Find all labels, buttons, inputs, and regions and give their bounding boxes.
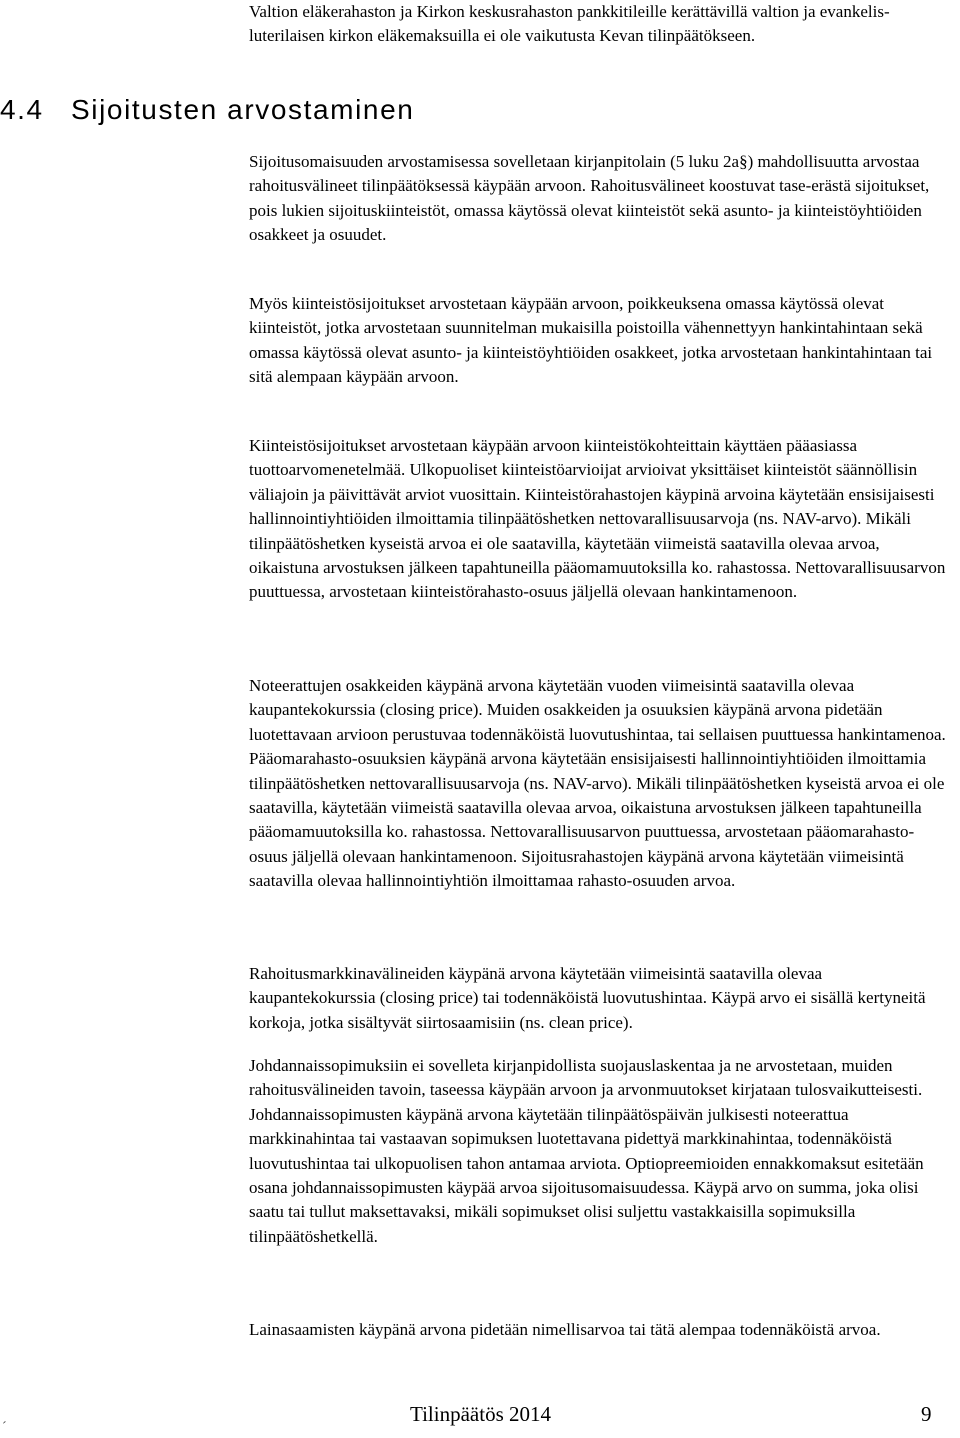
paragraph-7: Lainasaamisten käypänä arvona pidetään nimellisarvoa tai tätä alempaa todennäköistä arvoa.	[249, 1320, 881, 1339]
section-heading	[0, 94, 414, 126]
paragraph-5: Rahoitusmarkkinavälineiden käypänä arvona käytetään viimeisintä saatavilla olevaa kaupantekokurssia (closing price) tai todennäköistä luovutushintaa. Käypä arvo ei sisällä kertyneitä korkoja, jotka sisältyvät siirtosaamisiin (ns. clean price).	[249, 964, 926, 1032]
section-title: Sijoitusten arvostaminen	[71, 94, 415, 125]
paragraph-3: Kiinteistösijoitukset arvostetaan käypään arvoon kiinteistökohteittain käyttäen pääasiassa tuottoarvomenetelmää. Ulkopuoliset kiinteistöarvioijat arvioivat yksittäiset kiinteistöt säännöllisin väliajoin ja päivittävät arviot vuosittain. Kiinteistörahastojen käypinä arvoina käytetään ensisijaisesti hallinnointiyhtiöiden ilmoittamia tilinpäätöshetken nettovarallisuusarvoja (ns. NAV-arvo). Mikäli tilinpäätöshetken kyseistä arvoa ei ole saatavilla, käytetään viimeistä saatavilla olevaa arvoa, oikaistuna arvostuksen jälkeen tapahtuneilla pääomamuutoksilla ko. rahastossa. Nettovarallisuusarvon puuttuessa, arvostetaan kiinteistörahasto-osuus jäljellä olevaan hankintamenoon.	[249, 436, 946, 602]
paragraph-2: Myös kiinteistösijoitukset arvostetaan käypään arvoon, poikkeuksena omassa käytössä olevat kiinteistöt, jotka arvostetaan suunnitelman mukaisilla poistoilla vähennettyyn hankintahintaan sekä omassa käytössä olevat asunto- ja kiinteistöyhtiöiden osakkeet, jotka arvostetaan hankintahintaan tai sitä alempaan käypään arvoon.	[249, 294, 933, 387]
footer-title: Tilinpäätös 2014	[410, 1402, 551, 1426]
paragraph-1: Sijoitusomaisuuden arvostamisessa sovelletaan kirjanpitolain (5 luku 2a§) mahdollisuutta arvostaa rahoitusvälineet tilinpäätöksessä käypään arvoon. Rahoitusvälineet koostuvat tase-erästä sijoitukset, pois lukien sijoituskiinteistöt, omassa käytössä olevat kiinteistöt sekä asunto- ja kiinteistöyhtiöiden osakkeet ja osuudet.	[249, 152, 930, 245]
section-number: 4.4	[0, 94, 44, 125]
corner-mark: ´	[2, 1420, 7, 1435]
page-number: 9	[921, 1402, 932, 1426]
paragraph-4: Noteerattujen osakkeiden käypänä arvona käytetään vuoden viimeisintä saatavilla olevaa kaupantekokurssia (closing price). Muiden osakkeiden ja osuuksien käypänä arvona pidetään luotettavaan arvioon perustuvaa todennäköistä luovutushintaa, tai sellaisen puuttuessa hankintamenoa. Pääomarahasto-osuuksien käypänä arvona käytetään ensisijaisesti hallinnointiyhtiöiden ilmoittamia tilinpäätöshetken nettovarallisuusarvoja (ns. NAV-arvo). Mikäli tilinpäätöshetken kyseistä arvoa ei ole saatavilla, käytetään viimeistä saatavilla olevaa arvoa, oikaistuna arvostuksen jälkeen tapahtuneilla pääomamuutoksilla ko. rahastossa. Nettovarallisuusarvon puuttuessa, arvostetaan pääomarahasto-osuus jäljellä olevaan hankintamenoon. Sijoitusrahastojen käypänä arvona käytetään viimeisintä saatavilla olevaa hallinnointiyhtiön ilmoittamaa rahasto-osuuden arvoa.	[249, 676, 946, 891]
intro-paragraph: Valtion eläkerahaston ja Kirkon keskusrahaston pankkitileille kerättävillä valtion ja evankelis-luterilaisen kirkon eläkemaksuilla ei ole vaikutusta Kevan tilinpäätökseen.	[249, 2, 890, 46]
paragraph-6: Johdannaissopimuksiin ei sovelleta kirjanpidollista suojauslaskentaa ja ne arvostetaan, muiden rahoitusvälineiden tavoin, taseessa käypään arvoon ja arvonmuutokset kirjataan tulosvaikutteisesti. Johdannaissopimusten käypänä arvona käytetään tilinpäätöspäivän julkisesti noteerattua markkinahintaa tai vastaavan sopimuksen luotettavana pidettyä markkinahintaa, todennäköistä luovutushintaa tai ulkopuolisen tahon antamaa arviota. Optiopreemioiden ennakkomaksut esitetään osana johdannaissopimusten käypää arvoa sijoitusomaisuudessa. Käypä arvo on summa, joka olisi saatu tai tullut maksettavaksi, mikäli sopimukset olisi suljettu vastakkaisilla sopimuksilla tilinpäätöshetkellä.	[249, 1056, 924, 1246]
